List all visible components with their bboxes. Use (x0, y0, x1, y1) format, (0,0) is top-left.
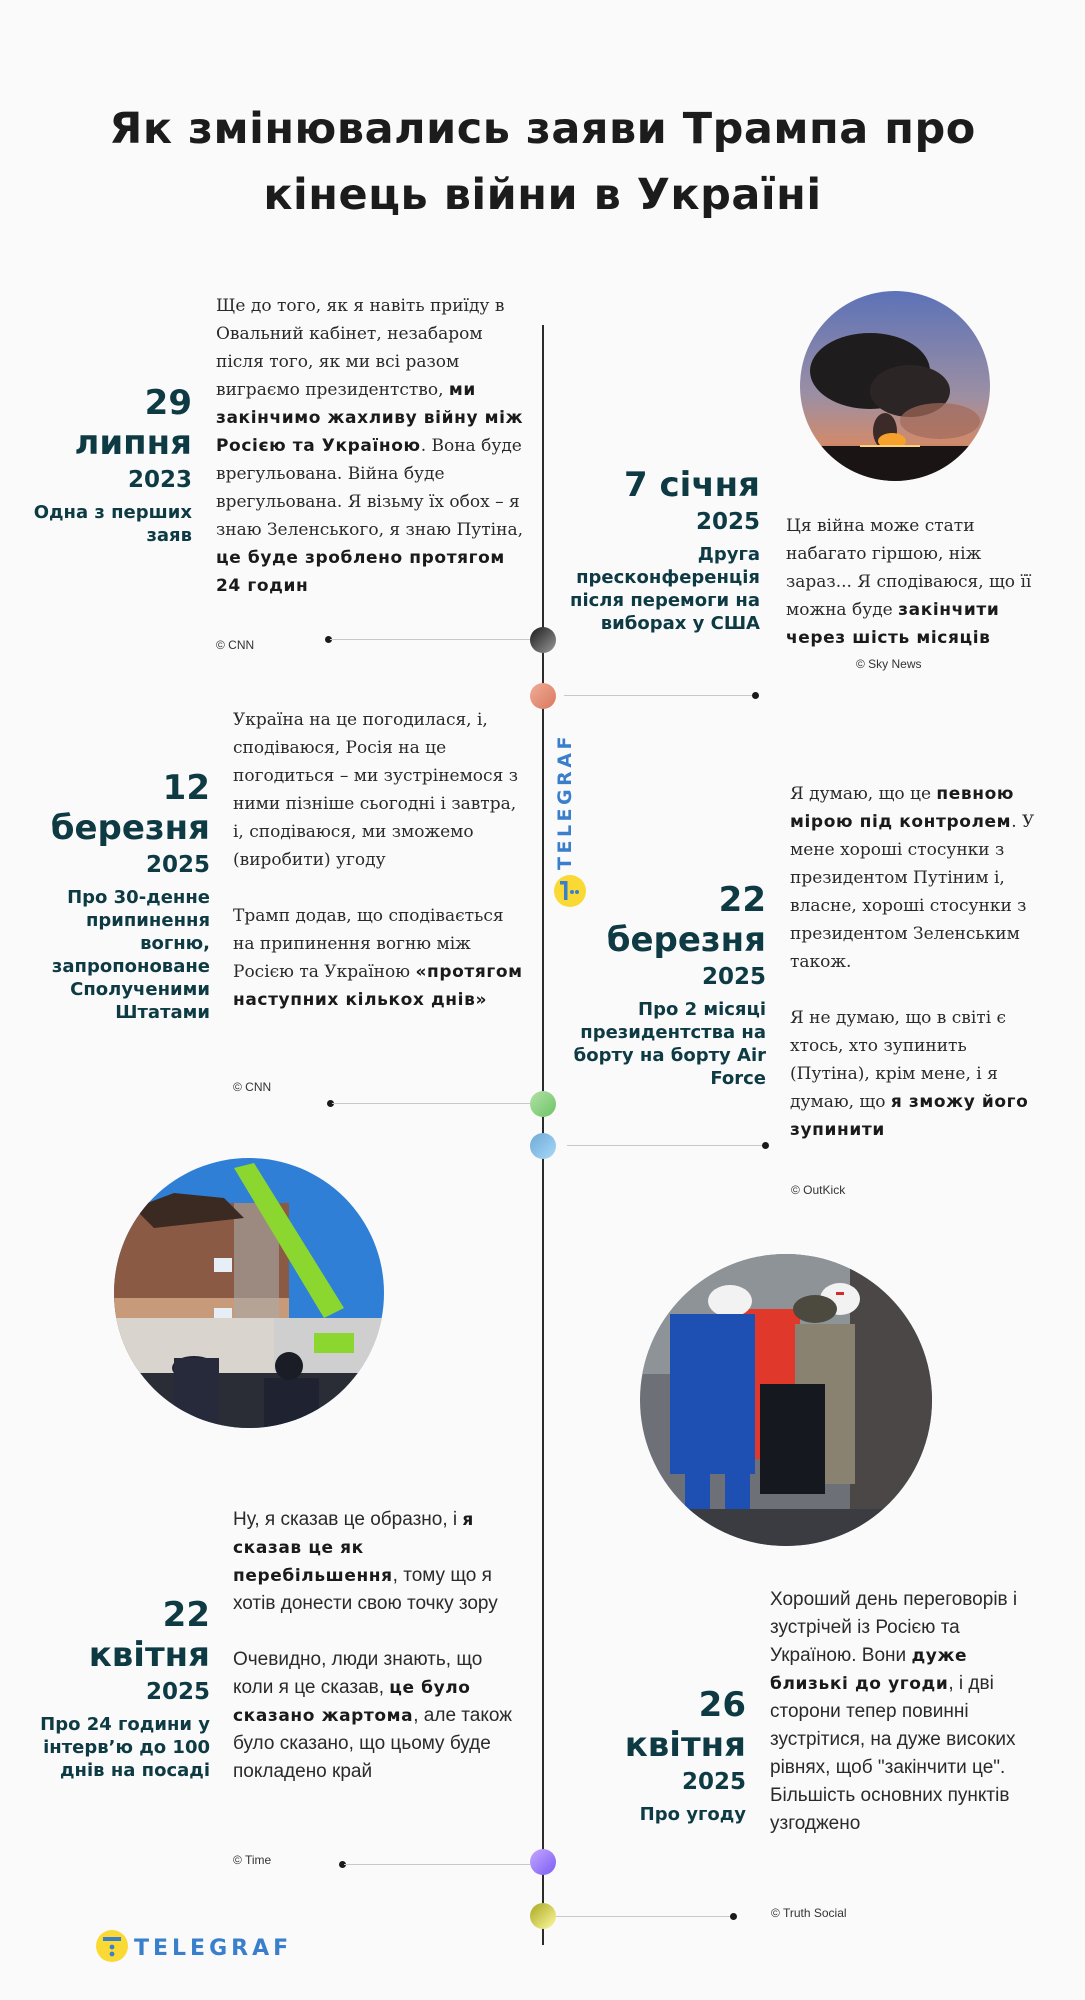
quote-text: , але також було сказано, що цьому буде покладено край (233, 1705, 512, 1782)
page-title-line-2: кінець війни в Україні (263, 170, 822, 220)
entry-4-source: © OutKick (791, 1183, 846, 1197)
entry-6-connector-end (730, 1913, 737, 1920)
quote-text: . У мене хороші стосунки з президентом Путіним і, власне, хороші стосунки з президентом Зеленським також. (790, 812, 1035, 972)
quote-highlight: закінчити через шість місяців (786, 600, 1000, 648)
entry-3-note: Про 30-денне припинення вогню, запропоноване Сполученими Штатами (51, 887, 210, 1023)
quote-highlight: дуже близькі до угоди (770, 1646, 968, 1694)
entry-6-note: Про угоду (639, 1804, 746, 1825)
entry-5-note: Про 24 години у інтерв’ю до 100 днів на посаді (40, 1714, 210, 1781)
vertical-brand-text: TELEGRAF (554, 733, 576, 870)
entry-5-connector (344, 1864, 530, 1865)
entry-6-connector (556, 1916, 732, 1917)
entry-2-date (540, 465, 760, 635)
entry-5-source: © Time (233, 1853, 272, 1867)
quote-text: . Вона буде врегульована. Війна буде врегульована. Я візьму їх обох – я знаю Зеленського, я знаю Путіна, (216, 436, 523, 540)
quote-highlight: «протягом наступних кількох днів» (233, 962, 523, 1010)
entry-6-month: квітня (624, 1725, 746, 1765)
entry-4-note: Про 2 місяці президентства на борту на борту Air Force (573, 999, 766, 1089)
quote-highlight: це буде зроблено протягом 24 годин (216, 548, 505, 596)
entry-1-year: 2023 (127, 467, 192, 493)
telegraf-logo-icon (96, 1930, 128, 1962)
quote-text: Ще до того, як я навіть приїду в Овальний кабінет, незабаром після того, як ми всі разом виграємо президентство, (216, 296, 505, 400)
entry-2-year: 2025 (695, 509, 760, 535)
entry-3-source: © CNN (233, 1080, 272, 1094)
entry-2-timeline-dot (530, 683, 556, 709)
entry-1-note: Одна з перших заяв (33, 502, 192, 546)
photo-damaged-building-crane-icon (114, 1158, 384, 1428)
entry-6-source: © Truth Social (771, 1906, 847, 1920)
entry-1-source: © CNN (216, 638, 255, 652)
entry-5-date (20, 1595, 210, 1782)
telegraf-logo-text: TELEGRAF (134, 1936, 293, 1961)
entry-6-quote (770, 1586, 1032, 1838)
entry-3-day: 12 (162, 768, 210, 808)
quote-text: , і дві сторони тепер повинні зустрітися, на дуже високих рівнях, щоб "закінчити це". Більшість основних пунктів узгоджено (770, 1673, 1016, 1834)
entry-6-day: 26 (698, 1685, 746, 1725)
quote-text: Ну, я сказав це образно, і (233, 1509, 463, 1530)
entry-5-day: 22 (162, 1595, 210, 1635)
entry-1-day: 29 (144, 383, 192, 423)
quote-paragraph: Україна на це погодилася, і, сподіваюся, Росія на це погодиться – ми зустрінемося з ними пізніше сьогодні і завтра, і, сподіваюся, ми зможемо (виробити) угоду (233, 710, 518, 870)
photo-rescuers-icon (640, 1254, 932, 1546)
entry-4-year: 2025 (701, 964, 766, 990)
entry-1-date (20, 383, 192, 547)
entry-2-connector (564, 695, 754, 696)
entry-5-month: квітня (88, 1635, 210, 1675)
entry-1-connector (330, 639, 530, 640)
quote-text: Ця війна може стати набагато гіршою, ніж зараз... Я сподіваюся, що її можна буде (786, 516, 1032, 620)
entry-1-quote (216, 292, 526, 600)
entry-1-month: липня (74, 423, 192, 463)
entry-6-year: 2025 (681, 1769, 746, 1795)
entry-4-quote (790, 780, 1035, 1144)
quote-highlight: певною мірою під контролем (790, 784, 1015, 832)
entry-6-date (560, 1685, 746, 1826)
quote-highlight: ми закінчимо жахливу війну між Росією та Україною (216, 380, 524, 456)
quote-highlight: я зможу його зупинити (790, 1092, 1029, 1140)
entry-3-month: березня (50, 808, 210, 848)
entry-4-day: 22 (718, 880, 766, 920)
quote-text: Очевидно, люди знають, що коли я це сказав, (233, 1649, 483, 1698)
quote-text: Трамп додав, що сподівається на припинення вогню між Росією та Україною (233, 906, 504, 982)
entry-2-note: Друга пресконференція після перемоги на виборах у США (570, 544, 760, 634)
entry-5-quote (233, 1506, 523, 1786)
entry-2-source: © Sky News (856, 657, 922, 671)
entry-4-connector-end (762, 1142, 769, 1149)
entry-4-month: березня (606, 920, 766, 960)
quote-text: , тому що я хотів донести свою точку зору (233, 1565, 498, 1614)
entry-3-quote (233, 706, 523, 1014)
entry-2-day: 7 січня (624, 465, 760, 505)
page-title-line-1: Як змінювались заяви Трампа про (109, 104, 976, 154)
entry-5-timeline-dot (530, 1849, 556, 1875)
entry-6-timeline-dot (530, 1903, 556, 1929)
entry-3-connector (332, 1103, 530, 1104)
entry-3-year: 2025 (145, 852, 210, 878)
quote-highlight: я сказав це як перебільшення (233, 1510, 474, 1586)
entry-3-timeline-dot (530, 1091, 556, 1117)
entry-2-connector-end (752, 692, 759, 699)
entry-4-timeline-dot (530, 1133, 556, 1159)
telegraf-logo (96, 1928, 296, 1973)
quote-text: Я думаю, що це (790, 784, 937, 804)
photo-smoke-fire-icon (800, 291, 990, 481)
entry-3-date (20, 768, 210, 1024)
quote-text: Хороший день переговорів і зустрічей із Росією та Україною. Вони (770, 1589, 1018, 1666)
quote-highlight: це було сказано жартома (233, 1678, 471, 1726)
entry-5-year: 2025 (145, 1679, 210, 1705)
entry-2-quote (786, 512, 1046, 652)
entry-4-date (560, 880, 766, 1090)
entry-4-connector (567, 1145, 763, 1146)
quote-text: Я не думаю, що в світі є хтось, хто зупинить (Путіна), крім мене, і я думаю, що (790, 1008, 1007, 1112)
